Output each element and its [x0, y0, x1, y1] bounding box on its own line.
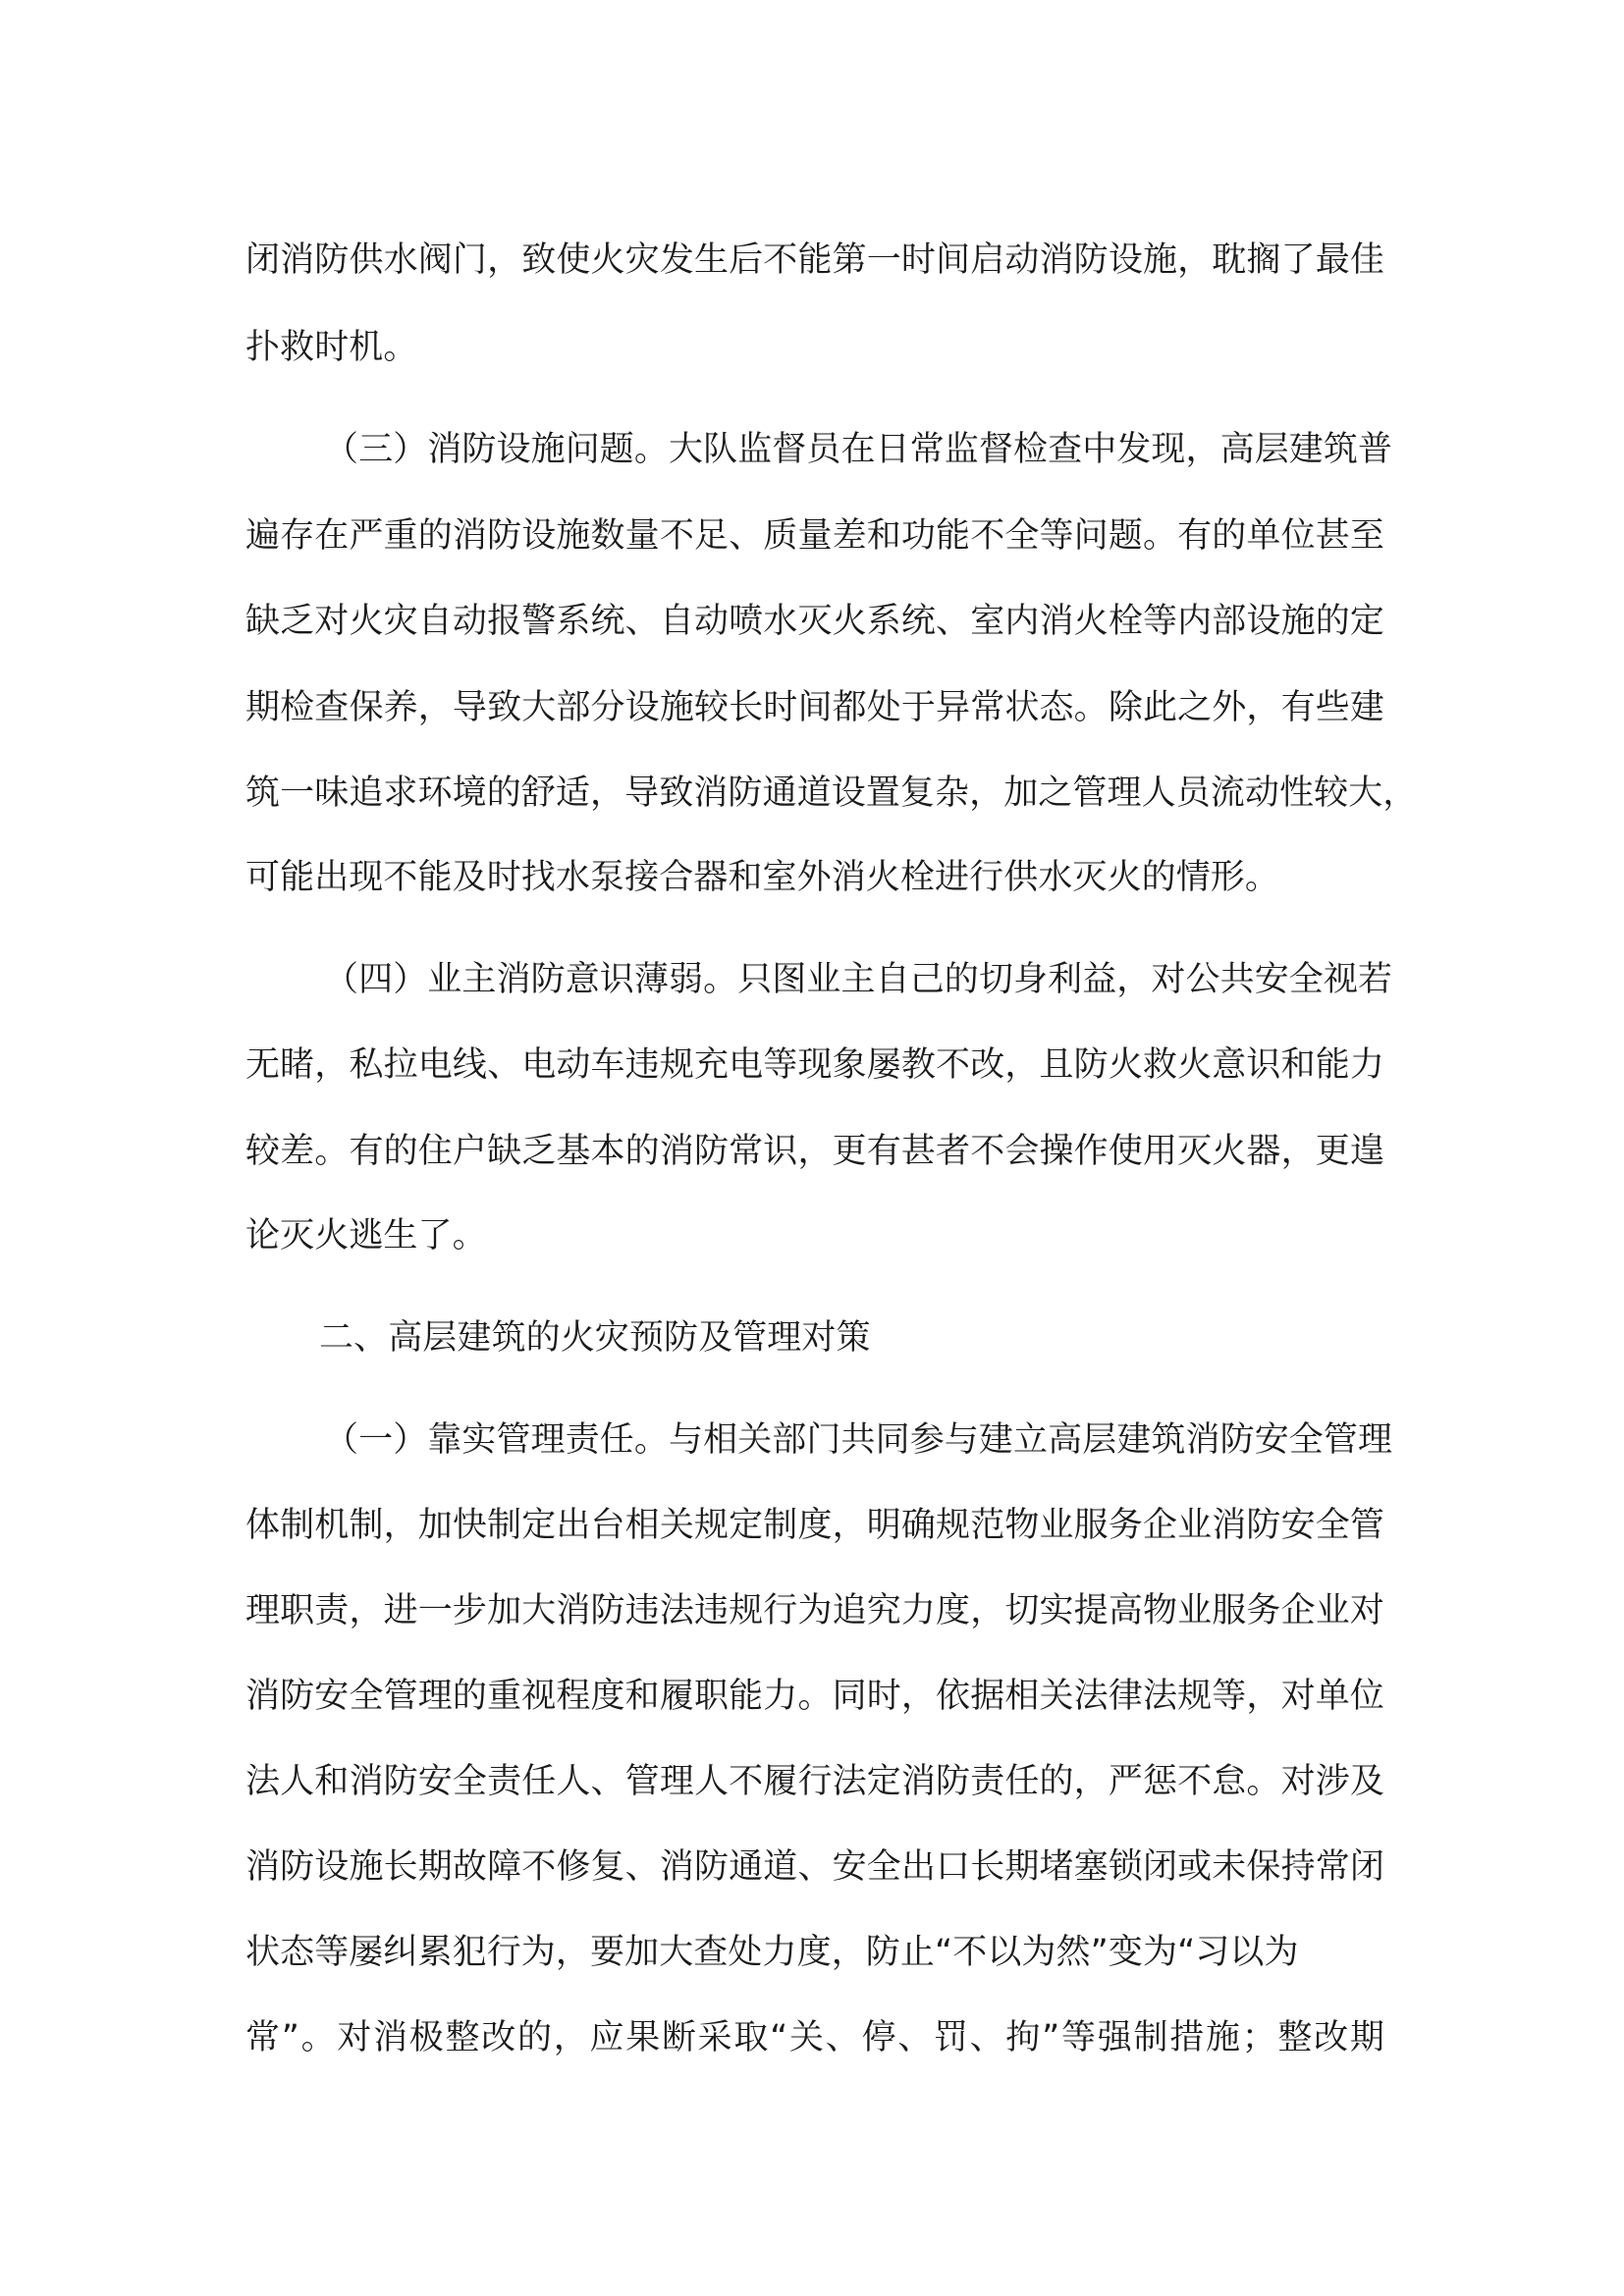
body-text-line: 遍存在严重的消防设施数量不足、质量差和功能不全等问题。有的单位甚至: [245, 516, 1384, 556]
paragraph-heading-line: （三）消防设施问题。大队监督员在日常监督检查中发现，高层建筑普: [324, 430, 1393, 469]
section-heading: 二、高层建筑的火灾预防及管理对策: [319, 1318, 871, 1358]
body-text-line: 论灭火逃生了。: [245, 1216, 487, 1255]
paragraph-heading-line: （一）靠实管理责任。与相关部门共同参与建立高层建筑消防安全管理: [324, 1420, 1393, 1460]
body-text-line: 扑救时机。: [245, 328, 418, 367]
body-text-line: 无睹，私拉电线、电动车违规充电等现象屡教不改，且防火救火意识和能力: [245, 1045, 1384, 1085]
body-text-line: 理职责，进一步加大消防违法违规行为追究力度，切实提高物业服务企业对: [245, 1591, 1384, 1630]
body-text-line: 缺乏对火灾自动报警系统、自动喷水灭火系统、室内消火栓等内部设施的定: [245, 602, 1384, 641]
body-text-line: 法人和消防安全责任人、管理人不履行法定消防责任的，严惩不怠。对涉及: [245, 1762, 1384, 1801]
body-text-line: 消防设施长期故障不修复、消防通道、安全出口长期堵塞锁闭或未保持常闭: [245, 1847, 1384, 1887]
body-text-line: 可能出现不能及时找水泵接合器和室外消火栓进行供水灭火的情形。: [245, 858, 1280, 897]
body-text-line: 期检查保养，导致大部分设施较长时间都处于异常状态。除此之外，有些建: [245, 688, 1384, 727]
body-text-line: 状态等屡纠累犯行为，要加大查处力度，防止“不以为然”变为“习以为: [245, 1933, 1299, 1972]
body-text-line: 常”。对消极整改的，应果断采取“关、停、罚、拘”等强制措施；整改期: [245, 2018, 1384, 2057]
body-text-line: 体制机制，加快制定出台相关规定制度，明确规范物业服务企业消防安全管: [245, 1506, 1384, 1545]
paragraph-heading-line: （四）业主消防意识薄弱。只图业主自己的切身利益，对公共安全视若: [324, 960, 1393, 999]
body-text-line: 闭消防供水阀门，致使火灾发生后不能第一时间启动消防设施，耽搁了最佳: [245, 240, 1384, 280]
body-text-line: 较差。有的住户缺乏基本的消防常识，更有甚者不会操作使用灭火器，更遑: [245, 1132, 1384, 1171]
body-text-line: 筑一味追求环境的舒适，导致消防通道设置复杂，加之管理人员流动性较大，: [245, 774, 1418, 813]
body-text-line: 消防安全管理的重视程度和履职能力。同时，依据相关法律法规等，对单位: [245, 1677, 1384, 1716]
